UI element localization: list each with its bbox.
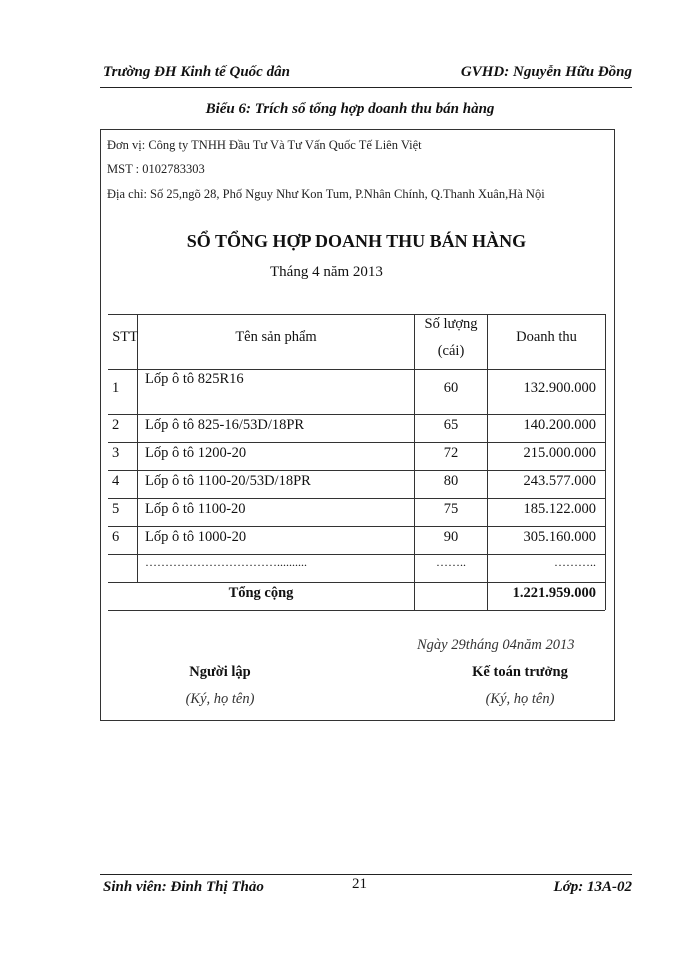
row-qty: 80 xyxy=(443,473,459,489)
row-stt: 6 xyxy=(112,529,120,545)
ledger-title: SỔ TỔNG HỢP DOANH THU BÁN HÀNG xyxy=(186,231,527,251)
row-stt: 5 xyxy=(112,501,120,517)
row-stt: 3 xyxy=(112,445,120,461)
row-revenue: 132.900.000 xyxy=(523,380,596,396)
table-line xyxy=(605,314,606,610)
row-qty: 75 xyxy=(443,501,459,517)
preparer-note: (Ký, họ tên) xyxy=(185,691,255,707)
row-qty: 90 xyxy=(443,529,459,545)
table-line xyxy=(108,526,605,527)
row-product: Lốp ô tô 825-16/53D/18PR xyxy=(145,417,305,433)
footer-rule xyxy=(100,874,632,875)
table-line xyxy=(108,498,605,499)
row-stt: 1 xyxy=(112,380,120,396)
accountant-note: (Ký, họ tên) xyxy=(485,691,555,707)
row-product: …………………………….......... xyxy=(145,555,307,569)
table-line xyxy=(108,470,605,471)
row-qty: 60 xyxy=(443,380,459,396)
table-line xyxy=(108,582,605,583)
ledger-period: Tháng 4 năm 2013 xyxy=(270,264,383,280)
row-revenue: 140.200.000 xyxy=(523,417,596,433)
company-tax-code: MST : 0102783303 xyxy=(107,162,205,176)
row-product: Lốp ô tô 1100-20 xyxy=(145,501,246,517)
col-header-stt: STT xyxy=(112,329,138,345)
col-header-product: Tên sản phẩm xyxy=(235,329,317,345)
header-school: Trường ĐH Kinh tế Quốc dân xyxy=(103,64,290,80)
row-revenue: 185.122.000 xyxy=(523,501,596,517)
row-revenue: ……….. xyxy=(554,555,596,569)
footer-class: Lớp: 13A-02 xyxy=(553,879,632,895)
row-qty: 65 xyxy=(443,417,459,433)
page-number: 21 xyxy=(352,876,367,892)
col-header-qty: Số lượng xyxy=(424,316,478,332)
table-line xyxy=(108,314,605,315)
row-qty: …….. xyxy=(436,555,466,569)
preparer-label: Người lập xyxy=(189,664,251,680)
col-header-qty-unit: (cái) xyxy=(437,343,465,359)
figure-caption: Biểu 6: Trích sổ tổng hợp doanh thu bán hàng xyxy=(205,101,495,117)
total-label: Tổng cộng xyxy=(228,585,294,601)
company-address: Địa chỉ: Số 25,ngõ 28, Phố Nguy Như Kon Tum, P.Nhân Chính, Q.Thanh Xuân,Hà Nội xyxy=(107,187,545,201)
row-product: Lốp ô tô 825R16 xyxy=(145,371,244,387)
table-line xyxy=(108,414,605,415)
signature-date: Ngày 29tháng 04năm 2013 xyxy=(417,637,575,653)
row-product: Lốp ô tô 1100-20/53D/18PR xyxy=(145,473,311,489)
table-line xyxy=(108,442,605,443)
col-header-revenue: Doanh thu xyxy=(516,329,577,345)
table-line xyxy=(108,369,605,370)
header-advisor: GVHD: Nguyễn Hữu Đồng xyxy=(460,64,632,80)
row-product: Lốp ô tô 1000-20 xyxy=(145,529,247,545)
row-revenue: 243.577.000 xyxy=(523,473,596,489)
row-revenue: 215.000.000 xyxy=(523,445,596,461)
row-product: Lốp ô tô 1200-20 xyxy=(145,445,247,461)
row-stt: 2 xyxy=(112,417,120,433)
row-stt: 4 xyxy=(112,473,120,489)
table-line xyxy=(137,314,138,582)
row-revenue: 305.160.000 xyxy=(523,529,596,545)
accountant-label: Kế toán trưởng xyxy=(472,664,568,680)
total-value: 1.221.959.000 xyxy=(512,585,596,601)
company-unit: Đơn vị: Công ty TNHH Đầu Tư Và Tư Vấn Quốc Tế Liên Việt xyxy=(107,138,422,152)
row-qty: 72 xyxy=(443,445,459,461)
table-line xyxy=(108,610,605,611)
footer-student: Sinh viên: Đinh Thị Thảo xyxy=(103,879,264,895)
